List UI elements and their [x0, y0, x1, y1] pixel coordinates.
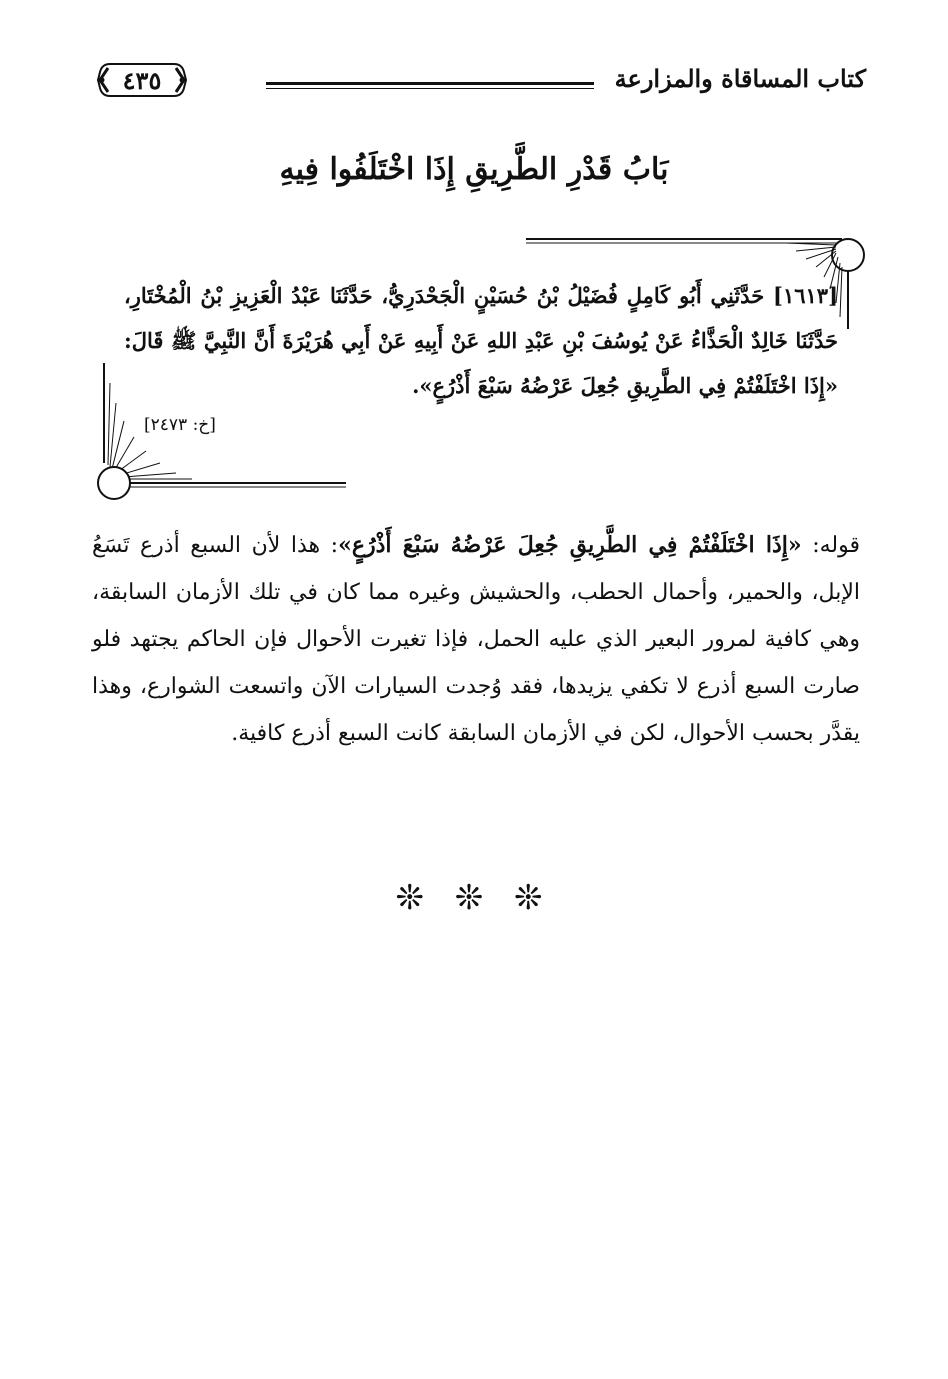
header-rule-thin	[266, 88, 594, 89]
section-end-ornament: ❊ ❊ ❊	[395, 878, 553, 918]
hadith-frame	[96, 233, 866, 503]
header-rule	[266, 82, 594, 85]
running-title: كتاب المساقاة والمزارعة	[614, 64, 866, 93]
chapter-title: بَابُ قَدْرِ الطَّرِيقِ إِذَا اخْتَلَفُوا فِيهِ	[279, 152, 669, 187]
hadith-reference: [خ: ٢٤٧٣]	[144, 415, 216, 435]
page-header	[96, 58, 866, 104]
page-number: ٤٣٥	[122, 66, 162, 95]
page-number-frame	[96, 60, 188, 100]
hadith-text: [١٦١٣] حَدَّثَنِي أَبُو كَامِلٍ فُضَيْلُ بْنُ حُسَيْنٍ الْجَحْدَرِيُّ، حَدَّثَنَا عَبْدُ الْعَزِيزِ بْنُ الْمُخْتَارِ، حَدَّثَنَا خَالِدٌ الْحَذَّاءُ عَنْ يُوسُفَ بْنِ عَبْدِ اللهِ عَنْ أَبِيهِ عَنْ أَبِي هُرَيْرَةَ أَنَّ النَّبِيَّ ﷺ قَالَ: «إِذَا اخْتَلَفْتُمْ فِي الطَّرِيقِ جُعِلَ عَرْضُهُ سَبْعَ أَذْرُعٍ».	[124, 283, 838, 398]
commentary-quote: «إِذَا اخْتَلَفْتُمْ فِي الطَّرِيقِ جُعِلَ عَرْضُهُ سَبْعَ أَذْرُعٍ»	[338, 532, 802, 558]
commentary-body: : هذا لأن السبع أذرع تَسَعُ الإبل، والحمير، وأحمال الحطب، والحشيش وغيره مما كان في تلك الأزمان السابقة، وهي كافية لمرور البعير الذي عليه الحمل، فإذا تغيرت الأحوال فإن الحاكم يجتهد فلو صارت السبع أذرع لا تكفي يزيدها، فقد وُجدت السيارات الآن واتسعت الشوارع، وهذا يقدَّر بحسب الأحوال، لكن في الأزمان السابقة كانت السبع أذرع كافية.	[92, 533, 860, 746]
commentary-paragraph	[92, 522, 860, 757]
commentary-intro: قوله:	[801, 533, 860, 558]
